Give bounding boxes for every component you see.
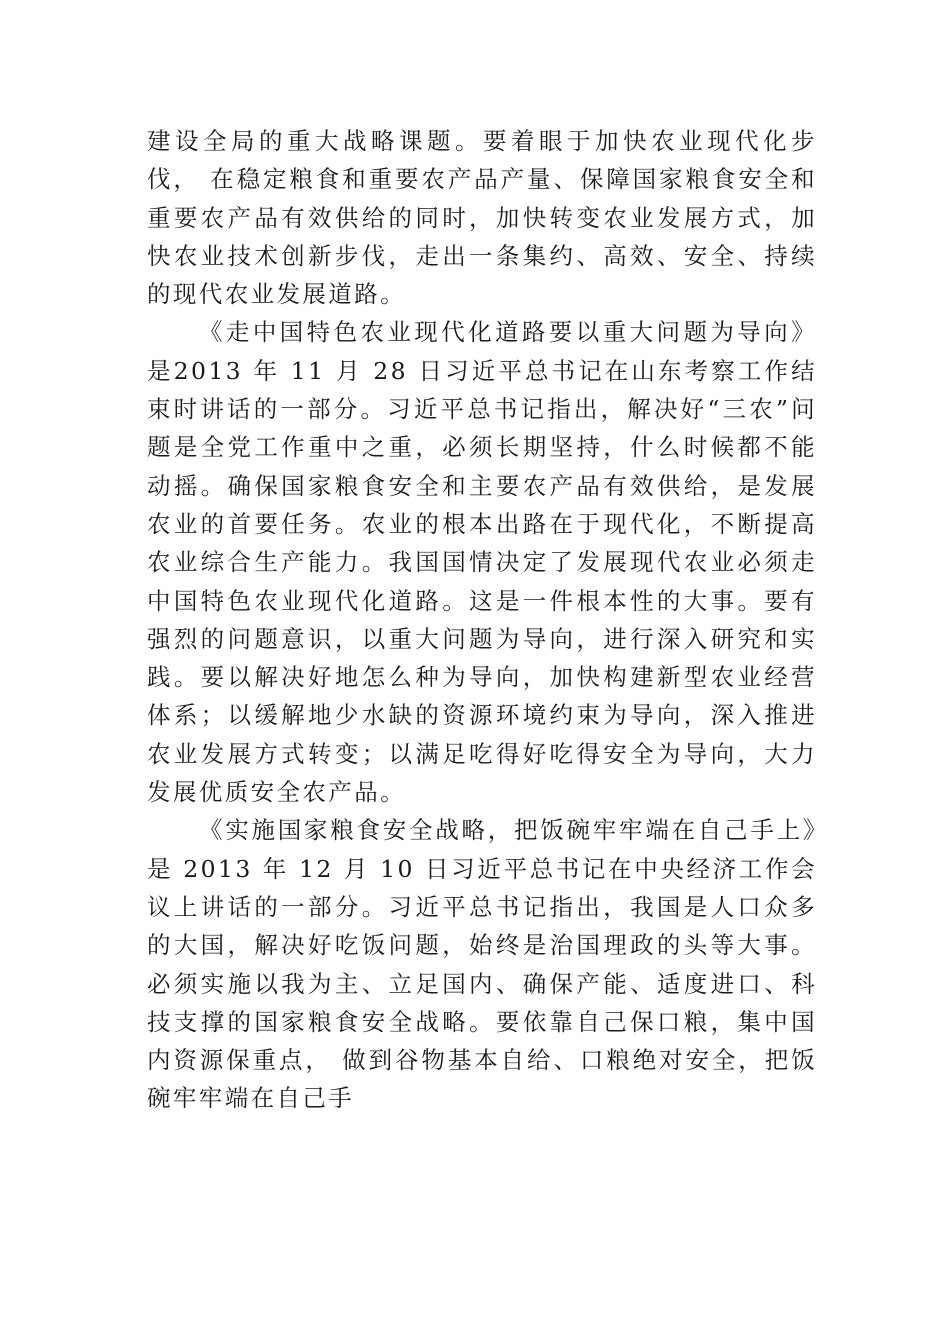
paragraph-food-security-strategy: 《实施国家粮食安全战略，把饭碗牢牢端在自己手上》是 2013 年 12 月 10 日习近平总书记在中央经济工作会议上讲话的一部分。习近平总书记指出，我国是人口众多的大国，解决好吃饭问题，始终是治国理政的头等大事。必须实施以我为主、立足国内、确保产能、适度进口、科技支撑的国家粮食安全战略。要依靠自己保口粮，集中国内资源保重点， 做到谷物基本自给、口粮绝对安全，把饭碗牢牢端在自己手 (147, 816, 817, 1113)
document-body (147, 122, 817, 1118)
paragraph-continued: 建设全局的重大战略课题。要着眼于加快农业现代化步伐， 在稳定粮食和重要农产品产量、保障国家粮食安全和重要农产品有效供给的同时，加快转变农业发展方式，加快农业技术创新步伐，走出一条集约、高效、安全、持续的现代农业发展道路。 (147, 127, 817, 309)
paragraph-shandong-speech: 《走中国特色农业现代化道路要以重大问题为导向》是2013 年 11 月 28 日习近平总书记在山东考察工作结束时讲话的一部分。习近平总书记指出，解决好“三农”问题是全党工作重中之重，必须长期坚持，什么时候都不能动摇。确保国家粮食安全和主要农产品有效供给，是发展农业的首要任务。农业的根本出路在于现代化，不断提高农业综合生产能力。我国国情决定了发展现代农业必须走中国特色农业现代化道路。这是一件根本性的大事。要有强烈的问题意识，以重大问题为导向，进行深入研究和实践。要以解决好地怎么种为导向，加快构建新型农业经营体系；以缓解地少水缺的资源环境约束为导向，深入推进农业发展方式转变；以满足吃得好吃得安全为导向，大力发展优质安全农产品。 (147, 318, 817, 807)
